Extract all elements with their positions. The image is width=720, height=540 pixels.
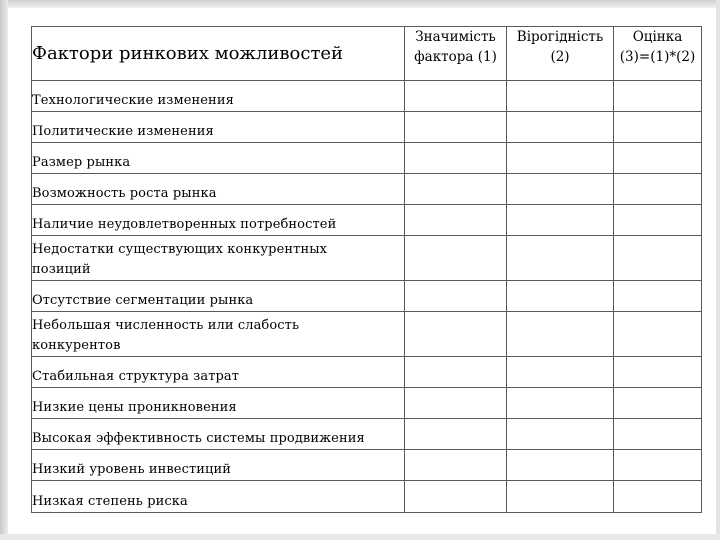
score-cell[interactable] — [614, 450, 702, 481]
table-row — [32, 174, 702, 205]
significance-cell[interactable] — [405, 450, 507, 481]
score-cell[interactable] — [614, 143, 702, 174]
score-cell[interactable] — [614, 312, 702, 357]
table-row — [32, 143, 702, 174]
table-row — [32, 419, 702, 450]
header-score — [614, 27, 702, 81]
probability-cell[interactable] — [507, 419, 614, 450]
slide-frame-left — [0, 0, 8, 540]
probability-cell[interactable] — [507, 81, 614, 112]
significance-cell[interactable] — [405, 281, 507, 312]
probability-cell[interactable] — [507, 174, 614, 205]
slide-frame-top — [0, 0, 720, 8]
factor-cell: Возможность роста рынка — [32, 174, 405, 205]
table-row — [32, 236, 702, 281]
header-score-line-2: (3)=(1)*(2) — [619, 49, 696, 65]
factor-cell: Отсутствие сегментации рынка — [32, 281, 405, 312]
probability-cell[interactable] — [507, 450, 614, 481]
factor-cell: Высокая эффективность системы продвижения — [32, 419, 405, 450]
factor-cell: Низкая степень риска — [32, 481, 405, 513]
significance-cell[interactable] — [405, 419, 507, 450]
significance-cell[interactable] — [405, 81, 507, 112]
factor-cell: Политические изменения — [32, 112, 405, 143]
header-significance-line-1: Значимість — [415, 29, 496, 45]
table-row — [32, 450, 702, 481]
probability-cell[interactable] — [507, 312, 614, 357]
factor-line: конкурентов — [32, 338, 121, 353]
probability-cell[interactable] — [507, 205, 614, 236]
significance-cell[interactable] — [405, 236, 507, 281]
factor-line: Недостатки существующих конкурентных — [32, 242, 328, 257]
factor-line: Небольшая численность или слабость — [32, 318, 300, 333]
score-cell[interactable] — [614, 357, 702, 388]
score-cell[interactable] — [614, 112, 702, 143]
probability-cell[interactable] — [507, 236, 614, 281]
table-row — [32, 281, 702, 312]
header-factor: Фактори ринкових можливостей — [32, 27, 405, 81]
significance-cell[interactable] — [405, 205, 507, 236]
market-opportunities-table — [31, 26, 702, 513]
factor-cell: Наличие неудовлетворенных потребностей — [32, 205, 405, 236]
score-cell[interactable] — [614, 81, 702, 112]
probability-cell[interactable] — [507, 143, 614, 174]
probability-cell[interactable] — [507, 357, 614, 388]
score-cell[interactable] — [614, 205, 702, 236]
factor-cell — [32, 312, 405, 357]
header-probability-line-2: (2) — [550, 49, 570, 65]
header-probability — [507, 27, 614, 81]
header-probability-line-1: Вірогідність — [516, 29, 604, 45]
table-row — [32, 388, 702, 419]
table-row — [32, 481, 702, 513]
significance-cell[interactable] — [405, 481, 507, 513]
score-cell[interactable] — [614, 236, 702, 281]
table-row — [32, 205, 702, 236]
factor-cell: Стабильная структура затрат — [32, 357, 405, 388]
score-cell[interactable] — [614, 174, 702, 205]
significance-cell[interactable] — [405, 312, 507, 357]
significance-cell[interactable] — [405, 143, 507, 174]
slide-frame-right — [716, 0, 720, 540]
score-cell[interactable] — [614, 281, 702, 312]
table-row — [32, 112, 702, 143]
factor-cell: Низкие цены проникновения — [32, 388, 405, 419]
table-row — [32, 312, 702, 357]
score-cell[interactable] — [614, 419, 702, 450]
factor-cell: Низкий уровень инвестиций — [32, 450, 405, 481]
significance-cell[interactable] — [405, 174, 507, 205]
factor-cell — [32, 236, 405, 281]
significance-cell[interactable] — [405, 388, 507, 419]
factor-cell: Технологические изменения — [32, 81, 405, 112]
table-row — [32, 81, 702, 112]
probability-cell[interactable] — [507, 388, 614, 419]
header-score-line-1: Оцінка — [632, 29, 683, 45]
probability-cell[interactable] — [507, 112, 614, 143]
factor-line: позиций — [32, 262, 91, 277]
score-cell[interactable] — [614, 481, 702, 513]
header-significance-line-2: фактора (1) — [414, 49, 497, 65]
header-significance — [405, 27, 507, 81]
table-header-row — [32, 27, 702, 81]
probability-cell[interactable] — [507, 481, 614, 513]
table-row — [32, 357, 702, 388]
factor-cell: Размер рынка — [32, 143, 405, 174]
slide-frame-bottom — [0, 534, 720, 540]
significance-cell[interactable] — [405, 357, 507, 388]
score-cell[interactable] — [614, 388, 702, 419]
probability-cell[interactable] — [507, 281, 614, 312]
significance-cell[interactable] — [405, 112, 507, 143]
